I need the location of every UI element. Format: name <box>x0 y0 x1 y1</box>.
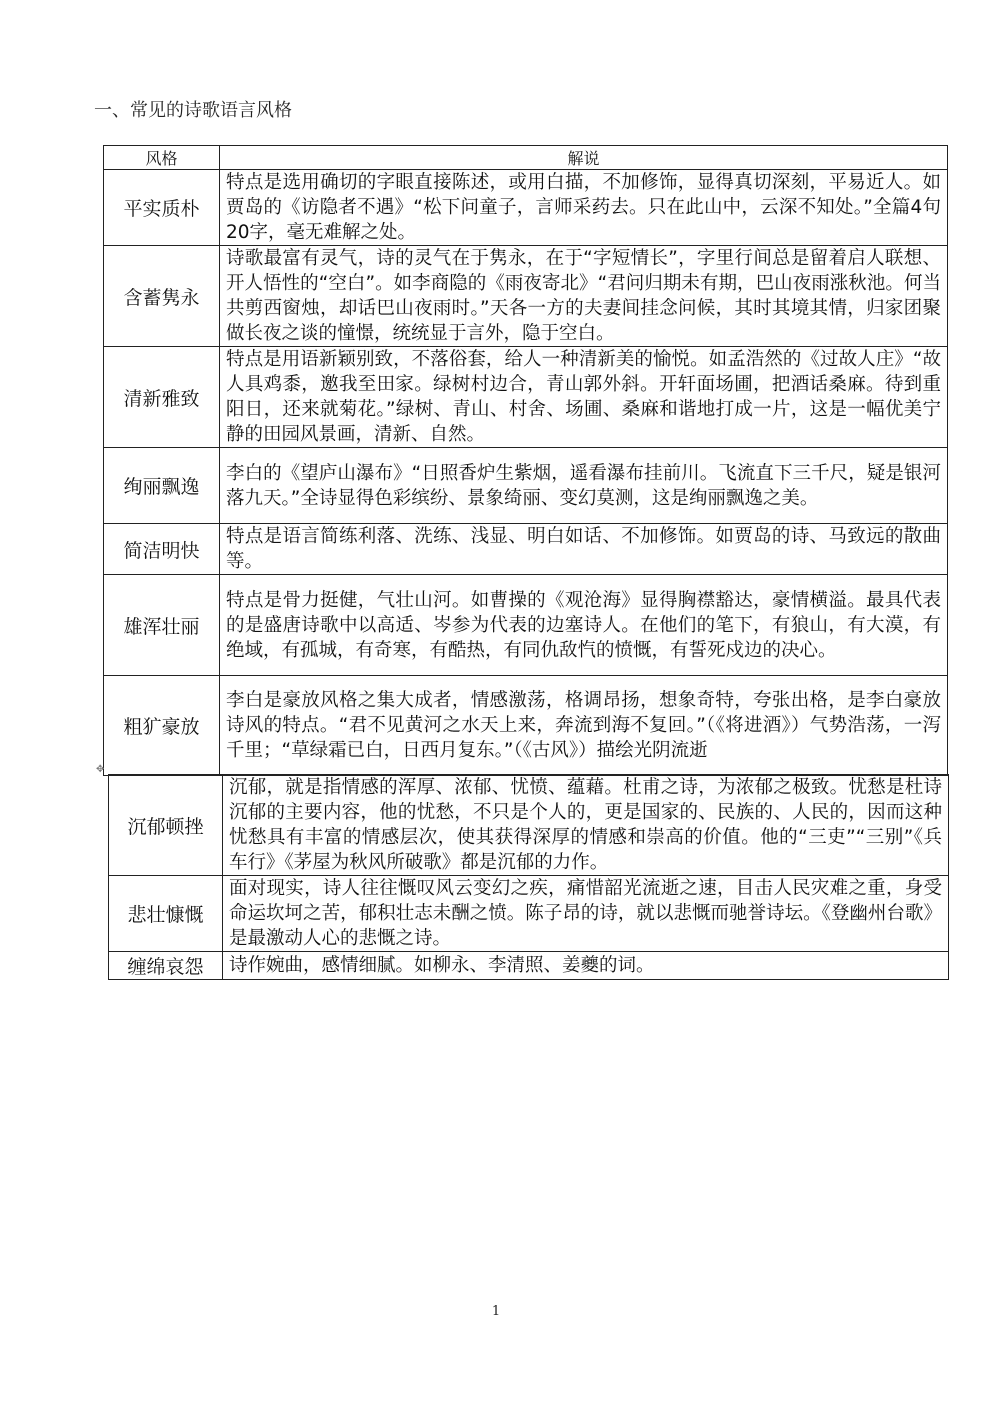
page-number: 1 <box>491 1304 501 1319</box>
row-style: 缠绵哀怨 <box>109 952 223 980</box>
style-table-part2 <box>108 774 949 980</box>
row-desc: 特点是用语新颖别致，不落俗套，给人一种清新美的愉悦。如孟浩然的《过故人庄》“故人具鸡黍，邀我至田家。绿树村边合，青山郭外斜。开轩面场圃，把酒话桑麻。待到重阳日，还来就菊花。”绿树、青山、村舍、场圃、桑麻和谐地打成一片，这是一幅优美宁静的田园风景画，清新、自然。 <box>220 347 948 448</box>
row-style: 粗犷豪放 <box>104 676 220 776</box>
table-row <box>109 952 949 980</box>
table-row <box>104 347 948 448</box>
table-row <box>104 524 948 575</box>
row-style: 绚丽飘逸 <box>104 448 220 524</box>
section-heading: 一、常见的诗歌语言风格 <box>94 100 292 121</box>
table-row <box>104 676 948 776</box>
table-header-row <box>104 146 948 170</box>
row-style: 简洁明快 <box>104 524 220 575</box>
row-style: 含蓄隽永 <box>104 246 220 347</box>
row-desc: 诗歌最富有灵气，诗的灵气在于隽永，在于“字短情长”，字里行间总是留着启人联想、开人悟性的“空白”。如李商隐的《雨夜寄北》“君问归期未有期，巴山夜雨涨秋池。何当共剪西窗烛，却话巴山夜雨时。”天各一方的夫妻间挂念问候，其时其境其情，归家团聚做长夜之谈的憧憬，统统显于言外，隐于空白。 <box>220 246 948 347</box>
table-row <box>104 448 948 524</box>
header-style: 风格 <box>104 146 220 170</box>
row-style: 沉郁顿挫 <box>109 775 223 876</box>
table-anchor-icon: ✥ <box>96 764 105 775</box>
row-desc: 沉郁，就是指情感的浑厚、浓郁、忧愤、蕴藉。杜甫之诗，为浓郁之极致。忧愁是杜诗沉郁的主要内容，他的忧愁，不只是个人的，更是国家的、民族的、人民的，因而这种忧愁具有丰富的情感层次，使其获得深厚的情感和崇高的价值。他的“三吏”“三别”《兵车行》《茅屋为秋风所破歌》都是沉郁的力作。 <box>223 775 949 876</box>
table-row <box>104 246 948 347</box>
row-desc: 面对现实，诗人往往慨叹风云变幻之疾，痛惜韶光流逝之速，目击人民灾难之重，身受命运坎坷之苦，郁积壮志未酬之愤。陈子昂的诗，就以悲慨而驰誉诗坛。《登幽州台歌》是最激动人心的悲慨之诗。 <box>223 876 949 952</box>
row-desc: 李白的《望庐山瀑布》“日照香炉生紫烟，遥看瀑布挂前川。飞流直下三千尺，疑是银河落九天。”全诗显得色彩缤纷、景象绮丽、变幻莫测，这是绚丽飘逸之美。 <box>220 448 948 524</box>
row-desc: 诗作婉曲，感情细腻。如柳永、李清照、姜夔的词。 <box>223 952 949 980</box>
style-table-part1 <box>103 145 948 776</box>
row-desc: 李白是豪放风格之集大成者，情感激荡，格调昂扬，想象奇特，夸张出格，是李白豪放诗风的特点。“君不见黄河之水天上来，奔流到海不复回。”（《将进酒》）气势浩荡，一泻千里；“草绿霜已白，日西月复东。”（《古风》）描绘光阴流逝 <box>220 676 948 776</box>
row-desc: 特点是语言简练利落、洗练、浅显、明白如话、不加修饰。如贾岛的诗、马致远的散曲等。 <box>220 524 948 575</box>
table-row <box>109 876 949 952</box>
table-row <box>104 170 948 246</box>
table-row <box>109 775 949 876</box>
row-style: 平实质朴 <box>104 170 220 246</box>
row-desc: 特点是骨力挺健，气壮山河。如曹操的《观沧海》显得胸襟豁达，豪情横溢。最具代表的是盛唐诗歌中以高适、岑参为代表的边塞诗人。在他们的笔下，有狼山，有大漠，有绝域，有孤城，有奇寒，有酷热，有同仇敌忾的愤慨，有誓死戍边的决心。 <box>220 575 948 676</box>
header-desc: 解说 <box>220 146 948 170</box>
table-row <box>104 575 948 676</box>
table-part1-clip <box>100 145 960 761</box>
row-style: 清新雅致 <box>104 347 220 448</box>
row-style: 雄浑壮丽 <box>104 575 220 676</box>
row-desc: 特点是选用确切的字眼直接陈述，或用白描，不加修饰，显得真切深刻，平易近人。如贾岛的《访隐者不遇》“松下问童子，言师采药去。只在此山中，云深不知处。”全篇4句20字，毫无难解之处。 <box>220 170 948 246</box>
row-style: 悲壮慷慨 <box>109 876 223 952</box>
